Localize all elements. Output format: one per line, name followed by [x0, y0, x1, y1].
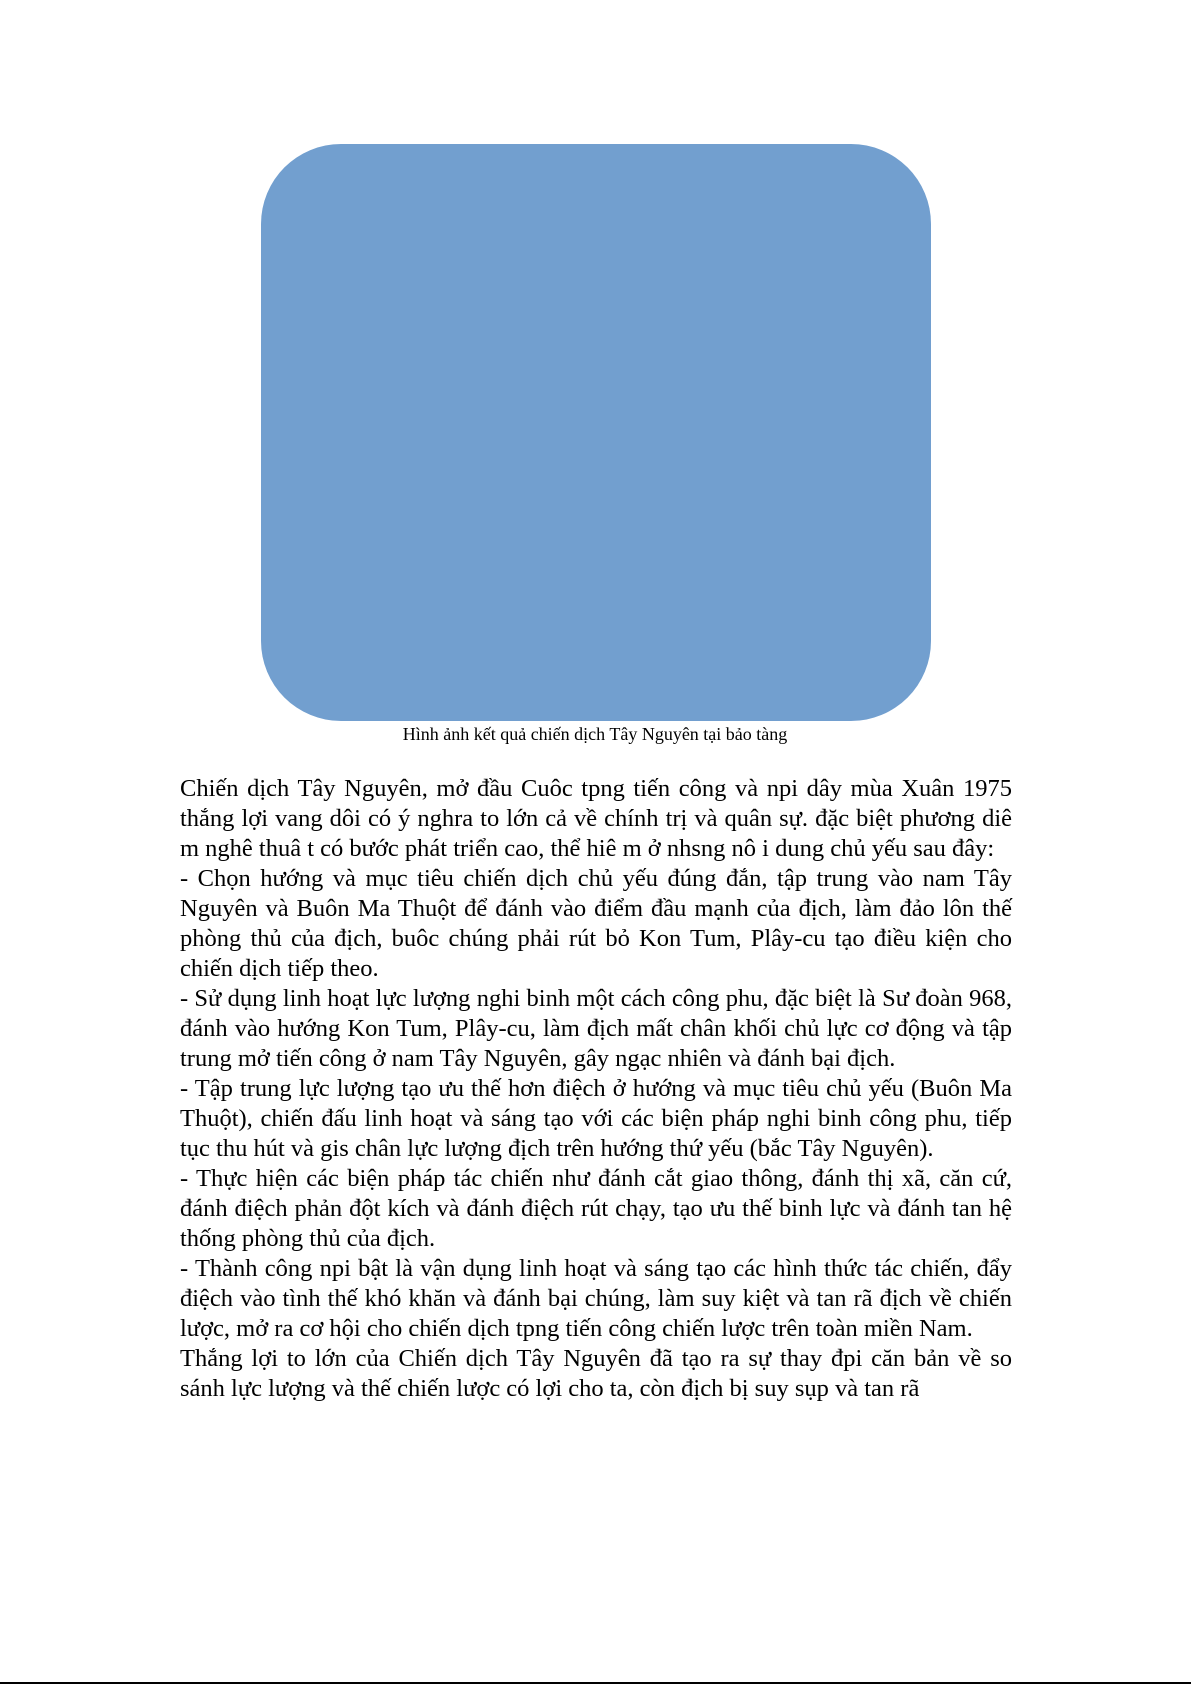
figure-caption: Hình ảnh kết quả chiến dịch Tây Nguyên tại bảo tàng — [402, 724, 788, 744]
figure-placeholder-image — [261, 144, 931, 721]
paragraph-intro: Chiến dịch Tây Nguyên, mở đầu Cuôc tpng tiến công và npi dây mùa Xuân 1975 thắng lợi vang dôi có ý nghra to lớn cả về chính trị và quân sự. đặc biệt phương diê m nghê thuâ t có bước phát triển cao, thể hiê m ở nhsng nô i dung chủ yếu sau đây: — [180, 775, 1012, 862]
paragraph-point-4: - Thực hiện các biện pháp tác chiến như đánh cắt giao thông, đánh thị xã, căn cứ, đánh điệch phản đột kích và đánh điệch rút chạy, tạo ưu thế binh lực và đánh tan hệ thống phòng thủ của địch. — [180, 1165, 1012, 1252]
page-bottom-rule — [0, 1682, 1191, 1684]
paragraph-point-3: - Tập trung lực lượng tạo ưu thế hơn điệch ở hướng và mục tiêu chủ yếu (Buôn Ma Thuột), chiến đấu linh hoạt và sáng tạo với các biện pháp nghi binh công phu, tiếp tục thu hút và gis chân lực lượng địch trên hướng thứ yếu (bắc Tây Nguyên). — [180, 1075, 1012, 1162]
body-text — [180, 774, 1012, 1404]
paragraph-point-2: - Sử dụng linh hoạt lực lượng nghi binh một cách công phu, đặc biệt là Sư đoàn 968, đánh vào hướng Kon Tum, Plây-cu, làm địch mất chân khối chủ lực cơ động và tập trung mở tiến công ở nam Tây Nguyên, gây ngạc nhiên và đánh bại địch. — [180, 985, 1012, 1072]
paragraph-conclusion: Thắng lợi to lớn của Chiến dịch Tây Nguyên đã tạo ra sự thay đpi căn bản về so sánh lực lượng và thế chiến lược có lợi cho ta, còn địch bị suy sụp và tan rã — [180, 1345, 1012, 1402]
paragraph-point-1: - Chọn hướng và mục tiêu chiến dịch chủ yếu đúng đắn, tập trung vào nam Tây Nguyên và Buôn Ma Thuột để đánh vào điểm đầu mạnh của địch, làm đảo lôn thế phòng thủ của địch, buôc chúng phải rút bỏ Kon Tum, Plây-cu tạo điều kiện cho chiến dịch tiếp theo. — [180, 865, 1012, 982]
paragraph-point-5: - Thành công npi bật là vận dụng linh hoạt và sáng tạo các hình thức tác chiến, đẩy điệch vào tình thế khó khăn và đánh bại chúng, làm suy kiệt và tan rã địch về chiến lược, mở ra cơ hội cho chiến dịch tpng tiến công chiến lược trên toàn miền Nam. — [180, 1255, 1012, 1342]
